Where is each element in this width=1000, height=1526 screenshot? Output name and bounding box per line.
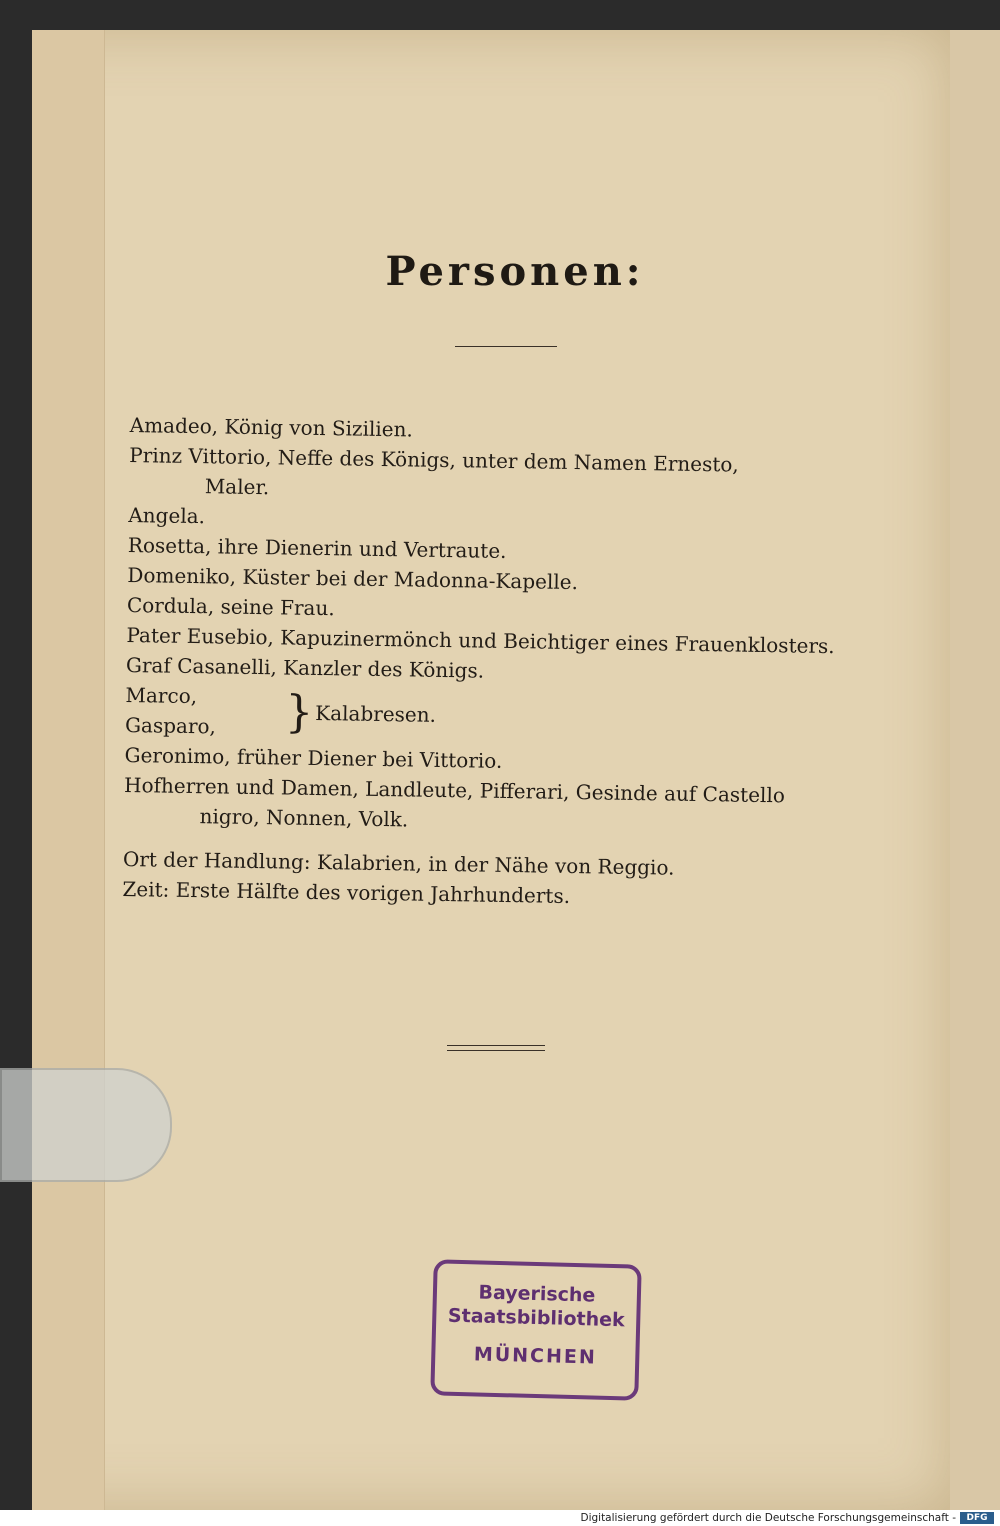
curly-brace: } <box>284 686 314 738</box>
cast-entry-continuation: nigro, Nonnen, Volk. <box>199 804 409 832</box>
end-double-rule <box>447 1045 545 1051</box>
cast-entry-continuation: Maler. <box>204 474 270 500</box>
cast-entry: Cordula, seine Frau. <box>126 592 335 621</box>
setting-place: Ort der Handlung: Kalabrien, in der Nähe von Reggio. <box>122 846 675 880</box>
stamp-line: Bayerische <box>478 1281 596 1307</box>
page-title: Personen: <box>385 248 645 295</box>
cast-entry: Domeniko, Küster bei der Madonna-Kapelle. <box>127 562 579 595</box>
glass-weight-clip <box>0 1068 172 1182</box>
cast-entry: Angela. <box>128 502 206 529</box>
cast-entry: Amadeo, König von Sizilien. <box>129 412 414 442</box>
stamp-line: Staatsbibliothek <box>447 1304 625 1332</box>
cast-entry: Gasparo, <box>124 712 217 739</box>
cast-entry: Graf Casanelli, Kanzler des Königs. <box>125 652 485 683</box>
title-rule <box>455 346 557 347</box>
brace-label: Kalabresen. <box>315 700 437 727</box>
setting-time: Zeit: Erste Hälfte des vorigen Jahrhunderts. <box>122 876 571 908</box>
cast-entry: Pater Eusebio, Kapuzinermönch und Beichtiger eines Frauenklosters. <box>126 622 835 659</box>
footer-bar <box>0 1510 1000 1526</box>
stamp-line: MÜNCHEN <box>473 1343 598 1369</box>
footer-credit: Digitalisierung gefördert durch die Deutsche Forschungsgemeinschaft - <box>580 1512 956 1524</box>
dfg-logo-icon: DFG <box>960 1512 994 1524</box>
cast-list <box>122 410 910 916</box>
cast-entry: Rosetta, ihre Dienerin und Vertraute. <box>127 532 507 563</box>
cast-entry: Hofherren und Damen, Landleute, Pifferari, Gesinde auf Castello <box>123 772 786 808</box>
library-stamp <box>430 1259 641 1400</box>
cast-entry: Marco, <box>125 682 198 709</box>
brace-group <box>125 680 906 752</box>
cast-entry: Prinz Vittorio, Neffe des Königs, unter dem Namen Ernesto, <box>129 442 739 477</box>
cast-entry: Geronimo, früher Diener bei Vittorio. <box>124 742 503 773</box>
